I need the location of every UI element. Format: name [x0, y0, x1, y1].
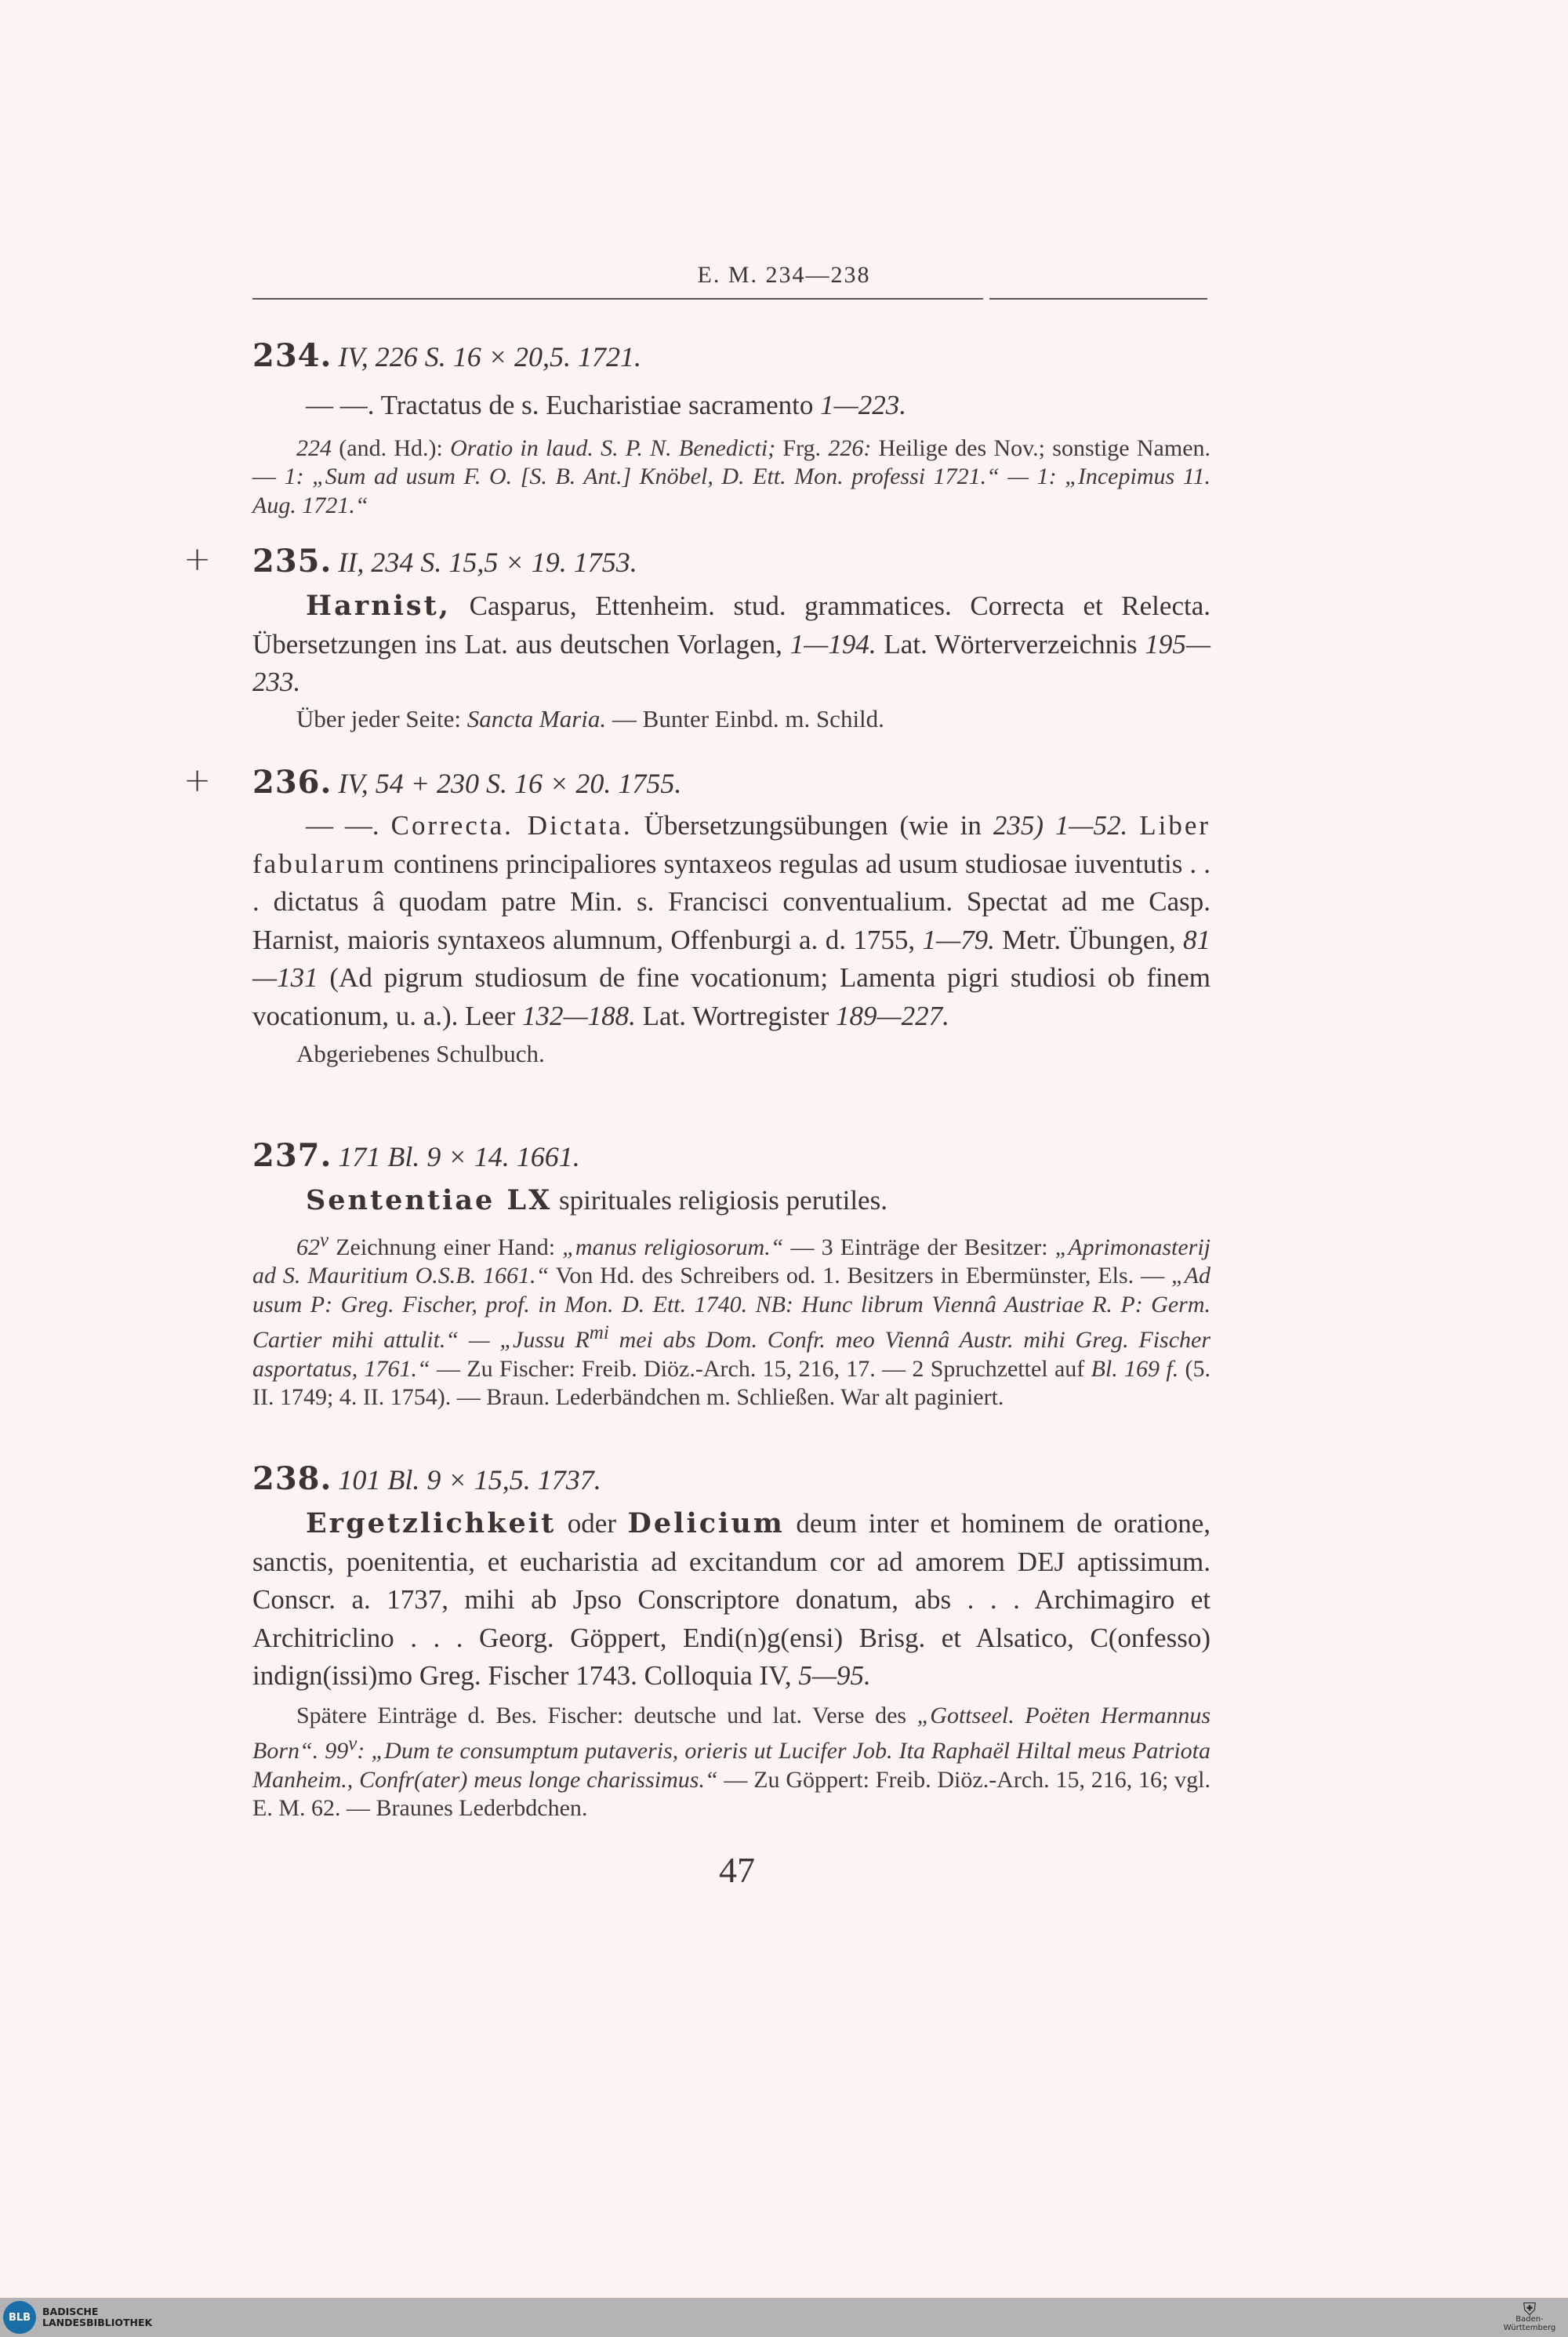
header-rule-short [989, 298, 1207, 300]
page-range: 1—223. [820, 390, 906, 420]
text-run: Casparus, Ettenheim. stud. grammatices. Correcta et Relecta. Übersetzungen ins Lat. aus deutschen Vorlagen, [252, 591, 1210, 660]
page-range: 1—79. [922, 924, 995, 955]
text-run: 226: [828, 434, 872, 461]
entry-note [252, 703, 1210, 735]
entry-description: II, 234 S. 15,5 × 19. 1753. [338, 547, 637, 578]
library-name[interactable] [42, 2306, 152, 2328]
text-run: Sancta Maria. [466, 704, 607, 732]
text-run: oder [556, 1508, 628, 1539]
entry-text [252, 587, 1210, 702]
work-title: Ergetzlichkeit [306, 1507, 557, 1539]
text-run: Von Hd. des Schreibers od. 1. Besitzers in Ebermünster, Els. — [549, 1263, 1171, 1288]
text-run: : „Dum te consumptum putaveris, orieris ut Lucifer Job. Ita Raphaël Hiltal meus Patriota Manheim., Confr(ater) meus longe charissimus.“ [252, 1738, 1211, 1793]
entry-heading [252, 541, 1210, 583]
library-name-line1: BADISCHE [42, 2306, 99, 2317]
page-range: 5—95. [798, 1660, 871, 1691]
entry-235 [183, 540, 1210, 735]
entry-heading [252, 762, 1210, 804]
entry-number: 238. [252, 1460, 332, 1497]
text-run: „Ad usum P: Greg. Fischer, prof. in Mon. D. Ett. 1740. NB: Hunc librum Viennâ Austriae R. P: Germ. Cartier mihi attulit.“ — „Jussu R [252, 1263, 1211, 1353]
text-run: — —. Tractatus de s. Eucharistiae sacramento [306, 390, 821, 420]
entry-236 [183, 761, 1211, 1070]
text-run: 1: „Sum ad usum F. O. [S. B. Ant.] Knöbel, D. Ett. Mon. professi 1721.“ — 1: „Incepimus 11. Aug. 1721.“ [252, 463, 1211, 518]
entry-note [252, 1227, 1210, 1412]
text-run: „Gottseel. Poëten Hermannus Born“. [252, 1702, 1211, 1764]
entry-234 [252, 336, 1210, 520]
text-run: Übersetzungsübungen (wie in [632, 810, 993, 841]
entry-note [252, 434, 1210, 521]
text-run [1044, 810, 1055, 841]
library-name-line2: LANDESBIBLIOTHEK [42, 2317, 153, 2328]
page-range: 1—194. [789, 628, 877, 660]
entry-text [252, 807, 1210, 1035]
text-run: 62 [296, 1234, 320, 1260]
text-run: — Bunter Einbd. m. Schild. [606, 704, 884, 732]
text-run: mei abs Dom. Confr. meo Viennâ Austr. mihi Greg. Fischer asportatus, 1761.“ [252, 1327, 1211, 1382]
entry-description: IV, 54 + 230 S. 16 × 20. 1755. [338, 768, 682, 799]
running-head: E. M. 234—238 [697, 262, 871, 288]
page-range: 235) [993, 810, 1044, 841]
entry-number: 235. [252, 543, 332, 580]
text-run: spirituales religiosis perutiles. [552, 1185, 887, 1216]
entry-text [252, 1182, 1210, 1220]
entry-heading [252, 1459, 1210, 1500]
baden-wuerttemberg-logo[interactable] [1494, 2299, 1565, 2332]
author-name: Harnist, [306, 590, 451, 622]
page-range: 81—131 [252, 924, 1210, 993]
text-run: Oratio in laud. S. P. N. Benedicti; [450, 434, 776, 461]
page-range: 195—233. [252, 628, 1210, 697]
entry-text [252, 1505, 1210, 1696]
text-run: — 3 Einträge der Besitzer: [783, 1234, 1055, 1260]
text-run: (and. Hd.): [332, 434, 451, 461]
work-title: Sententiae LX [306, 1184, 553, 1216]
text-run: Zeichnung einer Hand: [328, 1234, 563, 1260]
plus-mark: + [183, 540, 212, 578]
superscript: v [320, 1229, 329, 1251]
page-range: 1—52. [1054, 810, 1128, 841]
entry-heading [252, 336, 1210, 377]
title-spaced: Correcta. Dictata. [390, 810, 633, 841]
page-range: 189—227. [836, 1000, 949, 1031]
page-range: 132—188. [522, 1000, 636, 1031]
text-run: 224 [296, 434, 332, 461]
work-title: Delicium [627, 1507, 785, 1539]
text-run: (Ad pigrum studiosum de fine vocationum; Lamenta pigri studiosi ob finem vocationum, u. a.). Leer [252, 962, 1210, 1031]
text-run: Lat. Wortregister [635, 1000, 836, 1031]
entry-number: 237. [252, 1137, 332, 1174]
text-run: Lat. Wörterverzeichnis [876, 628, 1145, 660]
text-run: Über jeder Seite: [296, 704, 467, 732]
text-run: deum inter et hominem de oratione, sanctis, poenitentia, et eucharistia ad excitandum cor ad amorem DEJ aptissimum. Conscr. a. 1737, mihi ab Jpso Conscriptore donatum, abs . . . Archimagiro et Architriclino . . . Georg. Göppert, Endi(n)g(ensi) Brisg. et Alsatico, C(onfesso) indign(issi)mo Greg. Fischer 1743. Colloquia IV, [252, 1508, 1210, 1691]
plus-mark: + [183, 761, 212, 799]
crest-icon: ⛨ [1523, 2300, 1537, 2320]
entry-note: Abgeriebenes Schulbuch. [296, 1040, 545, 1067]
superscript: v [348, 1733, 358, 1754]
text-run: — Zu Göppert: Freib. Diöz.-Arch. 15, 216, 16; vgl. E. M. 62. — Braunes Lederbdchen. [252, 1766, 1210, 1821]
text-run: Heilige des Nov.; sonstige Namen. — [252, 434, 1211, 489]
entry-238 [252, 1459, 1210, 1823]
title-spaced: Liber fabularum [252, 810, 1211, 879]
text-run: 99 [325, 1738, 349, 1764]
text-run: Metr. Übungen, [994, 924, 1183, 955]
entry-number: 234. [252, 337, 332, 374]
footer-bar [0, 2298, 1568, 2337]
entry-heading [252, 1136, 1210, 1177]
entry-text [252, 387, 1210, 425]
header-rule [252, 298, 983, 300]
text-run: Frg. [775, 434, 829, 461]
text-run: „Aprimonasterij ad S. Mauritium O.S.B. 1661.“ [252, 1234, 1211, 1288]
entry-description: 171 Bl. 9 × 14. 1661. [338, 1141, 580, 1172]
text-run: Bl. 169 f. [1091, 1355, 1179, 1382]
entry-description: IV, 226 S. 16 × 20,5. 1721. [338, 341, 642, 373]
text-run: Spätere Einträge d. Bes. Fischer: deutsche und lat. Verse des [296, 1702, 917, 1728]
text-run [1127, 810, 1139, 841]
entry-237 [252, 1136, 1210, 1412]
blb-logo-icon[interactable]: BLB [3, 2301, 36, 2334]
entry-description: 101 Bl. 9 × 15,5. 1737. [338, 1464, 601, 1496]
entry-note [252, 1702, 1210, 1823]
page-number: 47 [719, 1850, 755, 1890]
text-run: — —. [306, 810, 391, 841]
entry-number: 236. [252, 764, 332, 801]
superscript: mi [589, 1322, 609, 1343]
text-run: (5. II. 1749; 4. II. 1754). — Braun. Lederbändchen m. Schließen. War alt paginiert. [252, 1355, 1211, 1410]
text-run: — Zu Fischer: Freib. Diöz.-Arch. 15, 216, 17. — 2 Spruchzettel auf [430, 1355, 1091, 1382]
text-run: continens principaliores syntaxeos regulas ad usum studiosae iuventutis . . . dictatus â quodam patre Min. s. Francisci conventualium. Spectat ad me Casp. Harnist, maioris syntaxeos alumnum, Offenburgi a. d. 1755, [252, 848, 1210, 955]
baden-wuerttemberg-label: Baden-Württemberg [1503, 2315, 1556, 2332]
text-run: „manus religiosorum.“ [562, 1234, 784, 1260]
